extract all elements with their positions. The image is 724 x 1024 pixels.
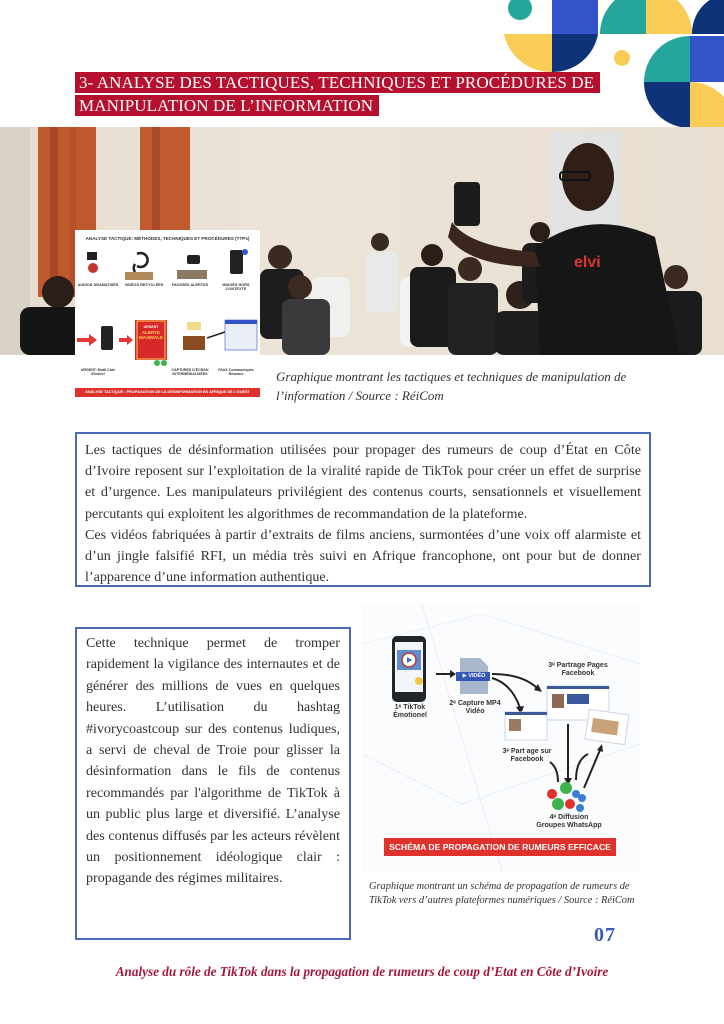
infographic-bottom-item-3: CAPTURES D'ÉCRAN INTERMÉDIALISÉES <box>171 368 209 376</box>
deco-navy-quarter-2 <box>692 0 724 34</box>
presenter-shirt <box>535 224 680 355</box>
alert-label: ALERTE MAXIMALE <box>139 330 163 340</box>
presenter-phone <box>454 182 480 226</box>
step-4-label-b: Groupes WhatsApp <box>536 822 602 829</box>
deco-yellow-quarter-2 <box>646 0 692 34</box>
step-1-label-b: Émotionel <box>393 712 427 719</box>
head-icon <box>88 263 98 273</box>
technique-text-box <box>75 627 351 940</box>
step-3a-label-b: Facebook <box>561 670 595 677</box>
video-tag: ▶ VIDÉO <box>462 673 486 679</box>
photo-caption <box>276 367 646 405</box>
podium-icon <box>183 336 205 350</box>
infographic-item-1: AUDIOS DRAMATISÉS <box>77 283 119 287</box>
deco-navy-quarter-3 <box>644 82 690 128</box>
footer-title: Analyse du rôle de TikTok dans la propagation de rumeurs de coup d’Etat en Côte d’Ivoire <box>115 964 609 979</box>
page-number: 07 <box>594 924 616 946</box>
deco-navy-quarter <box>552 34 598 72</box>
tiktok-phone-icon <box>101 326 113 350</box>
deco-teal-dot <box>508 0 532 20</box>
infographic-bottom-item-1: URGENT: Mutil Côte d'Ivoire! <box>80 368 116 376</box>
step-3b-label-a: 3ᵉ Part age sur <box>502 748 552 755</box>
svg-text:elvi: elvi <box>574 254 601 271</box>
deco-blue-block <box>552 0 598 34</box>
urgent-tag: URGENT <box>143 325 159 329</box>
deco-teal-quarter <box>600 0 646 34</box>
tactics-text-box <box>75 432 651 587</box>
propagation-diagram <box>362 604 640 872</box>
section-title <box>75 71 600 117</box>
infographic-item-2: VIDÉOS RECYCLÉES <box>124 283 164 287</box>
section-title-line-1: 3- ANALYSE DES TACTIQUES, TECHNIQUES ET PROCÉDURES DE <box>75 72 600 93</box>
camera-icon <box>187 255 200 264</box>
photo-caption-line-1: Graphique montrant les tactiques et techniques de manipulation de <box>276 369 627 384</box>
step-2-label-a: 2ᵉ Capture MP4 <box>449 700 501 707</box>
step-3b-label-b: Facebook <box>510 756 544 763</box>
step-4-label-a: 4ᵉ Diffusion <box>549 814 589 821</box>
deco-yellow-dot <box>614 50 630 66</box>
infographic-bottom-item-4: FAUX Communiqués Réseaux <box>218 368 254 376</box>
step-3a-label-a: 3ᵉ Partrage Pages <box>548 662 608 669</box>
section-title-line-2: MANIPULATION DE L’INFORMATION <box>75 95 379 116</box>
infographic-item-4: IMAGES HORS CONTEXTE <box>222 283 250 291</box>
infographic-banner: ANALYSE TACTIQUE : PROPAGATION DE LA DÉSINFORMATION EN AFRIQUE DE L'OUEST <box>85 390 250 394</box>
arrow-icon <box>77 334 97 346</box>
presenter-head <box>562 143 614 211</box>
photo-caption-line-2: l’information / Source : RéiCom <box>276 388 444 403</box>
step-1-label-a: 1ᵉ TikTok <box>394 704 426 711</box>
propagation-diagram-graphics <box>362 604 640 872</box>
phone-icon <box>230 250 243 274</box>
deco-teal-quarter-2 <box>644 36 690 82</box>
diagram-banner: SCHÉMA DE PROPAGATION DE RUMEURS EFFICACE <box>389 842 611 852</box>
speaker-icon <box>87 252 97 260</box>
whatsapp-icon <box>560 782 572 794</box>
whatsapp-icon-2 <box>552 798 564 810</box>
step-2-label-b: Vidéo <box>465 708 485 715</box>
deco-blue-block-2 <box>690 36 724 82</box>
refresh-icon <box>137 253 148 267</box>
deco-yellow-quarter-3 <box>690 82 724 128</box>
tactics-paragraph-2: Ces vidéos fabriquées à partir d’extraits de films anciens, surmontées d’une voix off alarmiste et d’un jingle falsifié RFI, un média très suivi en Afrique francophone, ont pour but de donner l’apparence d’une information authentique. <box>85 526 641 586</box>
diagram-caption: Graphique montrant un schéma de propagation de rumeurs de TikTok vers d’autres plateformes numériques / Source : RéiCom <box>369 881 635 906</box>
technique-paragraph: Cette technique permet de tromper rapidement la vigilance des internautes et de générer des millions de vues en quelques heures. L’utilisation du hashtag #ivorycoastcoup sur des contenus ludiques, a servi de cheval de Troie pour glisser la désinformation dans le fils de contenus recommandés par l'algorithme de TikTok à un public plus large et diversifié. L’analyse des contenus diffusés par les acteurs révèlent un positionnement idéologique clair : propagande des régimes militaires. <box>86 635 340 887</box>
emoji-icon <box>415 677 423 685</box>
deco-yellow-quarter <box>504 34 552 72</box>
fake-post-icon <box>225 320 257 350</box>
tactics-paragraph-1: Les tactiques de désinformation utilisées pour propager des rumeurs de coup d’État en Côte d’Ivoire reposent sur l’exploitation de la viralité rapide de TikTok pour créer un effet de surprise et d’urgence. Les manipulateurs privilégient des contenus courts, sensationnels et visuellement percutants qui exploitent les algorithmes de recommandation de la plateforme. <box>85 442 641 522</box>
group-icon-red <box>547 789 557 799</box>
infographic-icons <box>75 230 260 408</box>
tactics-infographic <box>75 230 260 408</box>
infographic-item-3: FAUSSES ALERTES <box>171 283 209 287</box>
infographic-title: ANALYSE TACTIQUE: MÉTHODES, TECHNIQUES ET PROCÉDURES (TTPs) <box>85 236 250 241</box>
